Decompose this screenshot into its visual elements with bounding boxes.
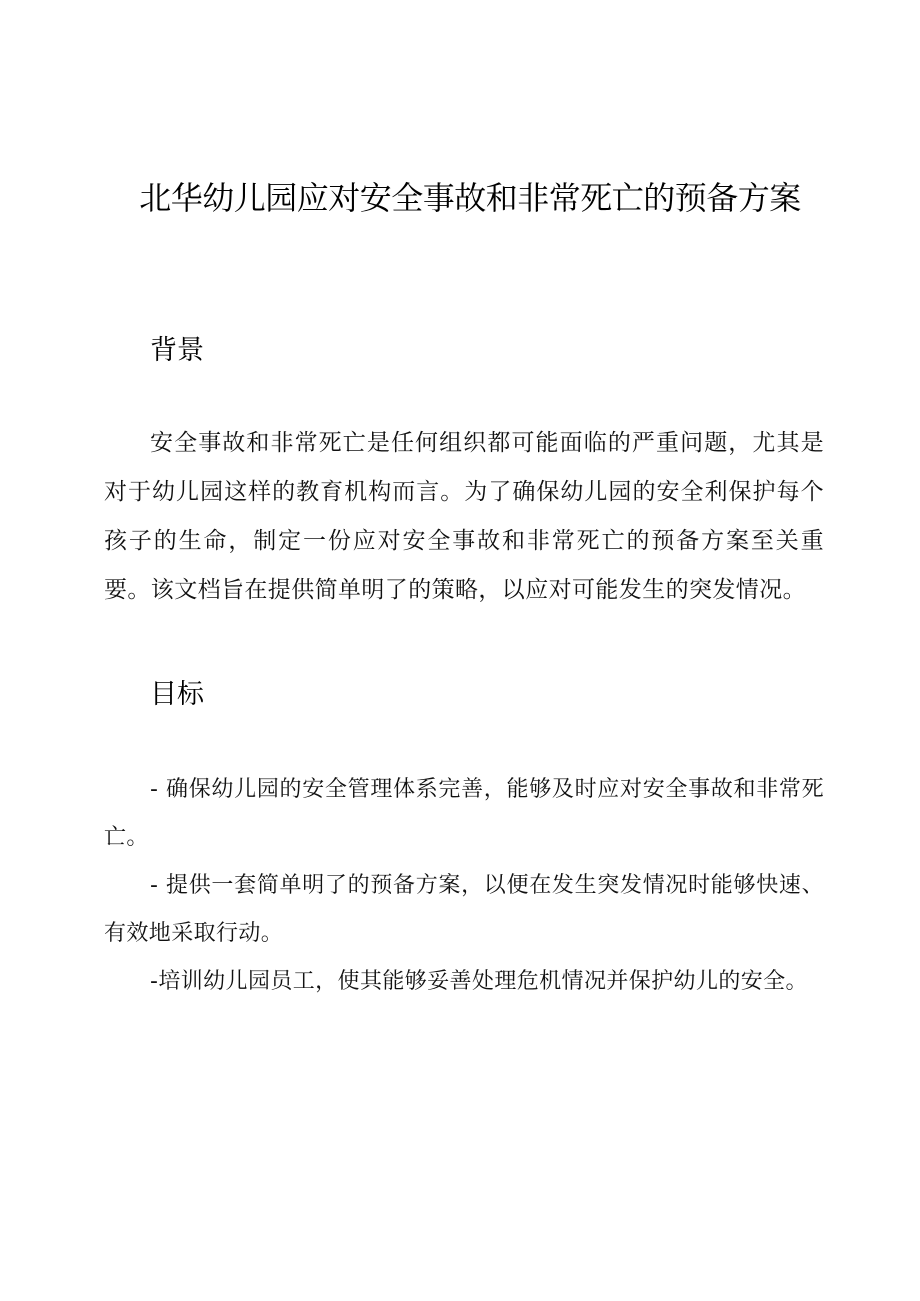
section-heading-background: 背景 <box>150 335 204 366</box>
goal-item: - 提供一套简单明了的预备方案，以便在发生突发情况时能够快速、有效地采取行动。 <box>104 873 824 946</box>
goal-item: - 确保幼儿园的安全管理体系完善，能够及时应对安全事故和非常死亡。 <box>104 777 824 850</box>
document-title: 北华幼儿园应对安全事故和非常死亡的预备方案 <box>139 179 801 217</box>
goals-list <box>104 766 824 1006</box>
section-heading-goals: 目标 <box>150 679 204 710</box>
background-paragraph: 安全事故和非常死亡是任何组织都可能面临的严重问题，尤其是对于幼儿园这样的教育机构而言。为了确保幼儿园的安全利保护每个孩子的生命，制定一份应对安全事故和非常死亡的预备方案至关重要。该文档旨在提供简单明了的策略，以应对可能发生的突发情况。 <box>104 430 824 603</box>
goal-item: -培训幼儿园员工，使其能够妥善处理危机情况并保护幼儿的安全。 <box>150 969 808 994</box>
